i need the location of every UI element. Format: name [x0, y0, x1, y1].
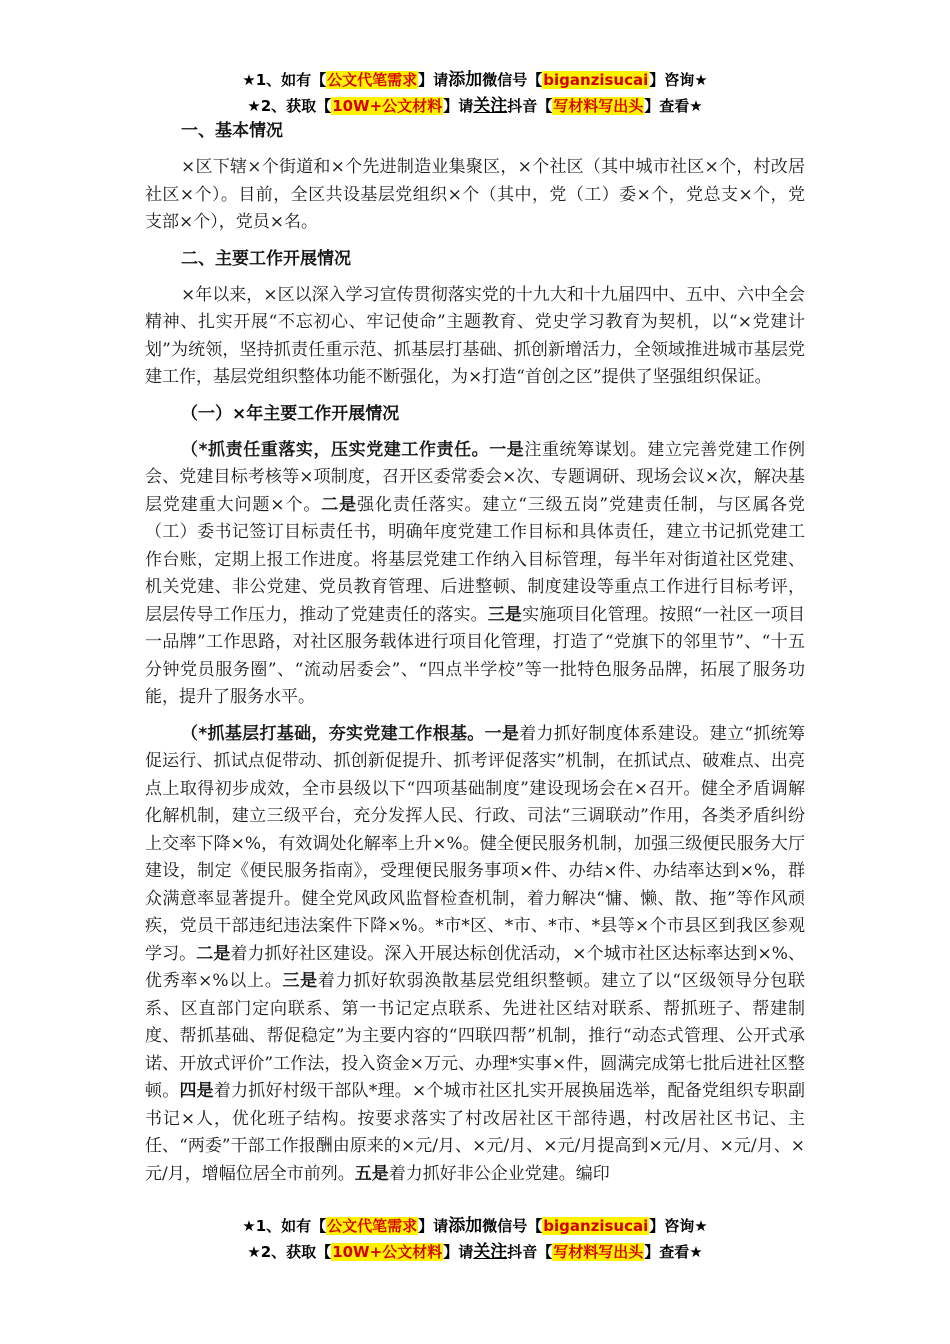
banner-text: 】咨询★ [649, 1217, 708, 1235]
paragraph-grassroots [145, 721, 805, 1189]
document-body [145, 118, 805, 1197]
banner-highlight: 10W+公文材料 [332, 97, 443, 115]
banner-highlight: 写材料写出头 [553, 1243, 644, 1261]
top-banner-line-2 [0, 94, 950, 118]
bottom-banner-line-2 [0, 1240, 950, 1264]
point-marker: 二是 [196, 943, 231, 964]
point-marker: 一是 [489, 439, 525, 460]
paragraph-main-work-intro: ×年以来，×区以深入学习宣传贯彻落实党的十九大和十九届四中、五中、六中全会精神、扎实开展“不忘初心、牢记使命”主题教育、党史学习教育为契机，以“×党建计划”为统领，坚持抓责任重示范、抓基层打基础、抓创新增活力，全领域推进城市基层党建工作，基层党组织整体功能不断强化，为×打造“首创之区”提供了坚强组织保证。 [145, 284, 805, 387]
point-text: 着力抓好制度体系建设。建立“抓统筹促运行、抓试点促带动、抓创新促提升、抓考评促落实”机制，在抓试点、破难点、出亮点上取得初步成效，全市县级以下“四项基础制度”建设现场会在×召开。健全矛盾调解化解机制，建立三级平台，充分发挥人民、行政、司法“三调联动”作用，各类矛盾纠纷上交率下降×%，有效调处化解率上升×%。健全便民服务机制，加强三级便民服务大厅建设，制定《便民服务指南》，受理便民服务事项×件、办结×件、办结率达到×%，群众满意率显著提升。健全党风政风监督检查机制，着力解决“慵、懒、散、拖”等作风顽疾，党员干部违纪违法案件下降×%。*市*区、*市、*市、*县等×个市县区到我区参观学习。 [145, 723, 805, 964]
banner-text: 】请 [418, 1217, 449, 1235]
point-text: 注重统筹谋划。建立完善党建工作例会、党建目标考核等×项制度，召开区委常委会×次、专题调研、现场会议×次，解决基层党建重大问题×个。 [145, 439, 806, 515]
banner-highlight: 10W+公文材料 [332, 1243, 443, 1261]
point-marker: 五是 [354, 1163, 389, 1184]
point-text: 实施项目化管理。按照“一社区一项目一品牌”工作思路，对社区服务载体进行项目化管理，打造了“党旗下的邻里节”、“十五分钟党员服务圈”、“流动居委会”、“四点半学校”等一批特色服务品牌，拓展了服务功能，提升了服务水平。 [145, 604, 805, 707]
bottom-banner [0, 1206, 950, 1276]
banner-emphasis: 关注 [473, 1242, 508, 1262]
point-marker: 三是 [282, 971, 318, 991]
banner-text: 】请 [443, 1243, 474, 1261]
point-marker: 四是 [179, 1081, 214, 1101]
point-text: 着力抓好软弱涣散基层党组织整顿。建立了以“区级领导分包联系、区直部门定向联系、第一书记定点联系、先进社区结对联系、帮抓班子、帮建制度、帮抓基础、帮促稳定”为主要内容的“四联四帮”机制，推行“动态式管理、公开式承诺、开放式评价”工作法，投入资金×万元、办理*实事×件，圆满完成第七批后进社区整顿。 [145, 971, 805, 1101]
point-text: 着力抓好村级干部队*理。×个城市社区扎实开展换届选举，配备党组织专职副书记×人，优化班子结构。按要求落实了村改居社区干部待遇，村改居社区书记、主任、“两委”干部工作报酬由原来的×元/月、×元/月、×元/月提高到×元/月、×元/月、×元/月，增幅位居全市前列。 [145, 1081, 805, 1184]
banner-wechat-id: biganzisucai [543, 1217, 649, 1235]
banner-text: 】请 [443, 97, 474, 115]
section-heading-main-work: 二、主要工作开展情况 [181, 248, 351, 269]
top-banner-line-1 [0, 68, 950, 92]
banner-emphasis: 添加 [448, 1216, 483, 1236]
paragraph-basic-info: ×区下辖×个街道和×个先进制造业集聚区，×个社区（其中城市社区×个，村改居社区×个）。目前，全区共设基层党组织×个（其中，党（工）委×个，党总支×个，党支部×个），党员×名。 [145, 157, 805, 232]
banner-text: 】查看★ [644, 97, 703, 115]
section-heading-basic: 一、基本情况 [181, 121, 283, 141]
paragraph-lead: （*抓基层打基础，夯实党建工作根基。 [181, 723, 485, 744]
point-marker: 二是 [321, 494, 358, 515]
banner-text: ★2、获取【 [247, 97, 332, 115]
banner-emphasis: 添加 [448, 70, 483, 90]
point-marker: 一是 [484, 723, 520, 744]
subsection-heading-year-work: （一）×年主要工作开展情况 [181, 403, 400, 424]
banner-highlight: 写材料写出头 [553, 97, 644, 115]
banner-wechat-id: biganzisucai [543, 71, 649, 89]
banner-text: 微信号【 [482, 71, 543, 89]
banner-highlight: 公文代笔需求 [327, 71, 418, 89]
point-text: 着力抓好社区建设。深入开展达标创优活动，×个城市社区达标率达到×%、优秀率×%以上。 [145, 943, 806, 991]
banner-highlight: 公文代笔需求 [327, 1217, 418, 1235]
point-text: 着力抓好非公企业党建。编印 [388, 1163, 610, 1184]
banner-text: ★1、如有【 [242, 71, 327, 89]
bottom-banner-line-1 [0, 1214, 950, 1238]
banner-text: 】请 [418, 71, 449, 89]
paragraph-responsibility [145, 437, 805, 712]
banner-text: 抖音【 [507, 1243, 553, 1261]
point-text: 强化责任落实。建立“三级五岗”党建责任制，与区属各党（工）委书记签订目标责任书，明确年度党建工作目标和具体责任，建立书记抓党建工作台账，定期上报工作进度。将基层党建工作纳入目标管理，每半年对街道社区党建、机关党建、非公党建、党员教育管理、后进整顿、制度建设等重点工作进行目标考评，层层传导工作压力，推动了党建责任的落实。 [145, 494, 805, 625]
banner-text: 抖音【 [507, 97, 553, 115]
banner-text: 】查看★ [644, 1243, 703, 1261]
point-marker: 三是 [487, 604, 523, 625]
paragraph-lead: （*抓责任重落实，压实党建工作责任。 [181, 439, 490, 460]
banner-text: 】咨询★ [649, 71, 708, 89]
banner-text: ★1、如有【 [242, 1217, 327, 1235]
banner-text: 微信号【 [482, 1217, 543, 1235]
banner-text: ★2、获取【 [247, 1243, 332, 1261]
banner-emphasis: 关注 [473, 96, 508, 116]
